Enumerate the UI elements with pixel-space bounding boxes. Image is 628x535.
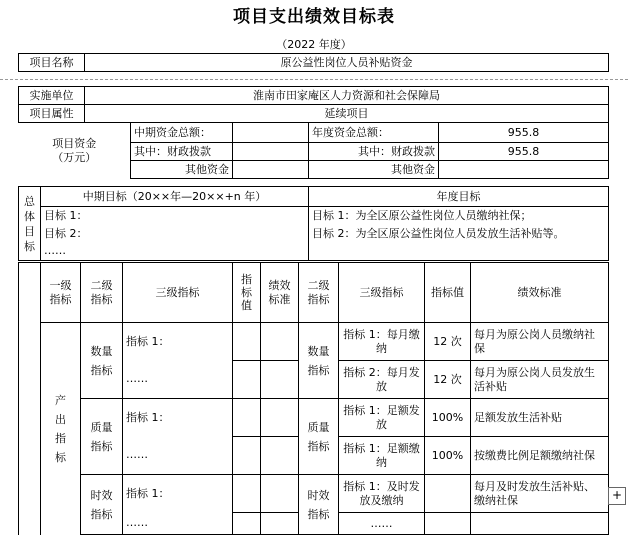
year-other-label: 其他资金 xyxy=(309,161,439,179)
left-standard-cell xyxy=(261,437,299,475)
left-standard-cell xyxy=(261,399,299,437)
group-quality-left: 质量 指标 xyxy=(81,399,123,475)
unit-value: 淮南市田家庵区人力资源和社会保障局 xyxy=(85,87,609,105)
left-ind-more: …… xyxy=(123,513,233,535)
funds-label: 项目资金 （万元） xyxy=(19,123,131,179)
left-value-cell xyxy=(233,513,261,535)
quality-value-1: 100% xyxy=(425,399,471,437)
quantity-ind-2: 指标 2：每月发放 xyxy=(339,361,425,399)
quality-ind-1: 指标 1：足额发放 xyxy=(339,399,425,437)
left-value-cell xyxy=(233,475,261,513)
plus-icon[interactable]: + xyxy=(608,487,626,505)
mid-other-label: 其他资金 xyxy=(131,161,233,179)
time-value-2 xyxy=(425,513,471,535)
overall-goals-label: 总 体 目 标 xyxy=(19,187,41,261)
attr-value: 延续项目 xyxy=(85,105,609,123)
left-standard-cell xyxy=(261,323,299,361)
output-indicator-label: 产 出 指 标 xyxy=(41,323,81,535)
mid-goal-more: …… xyxy=(41,243,309,261)
header-level1: 一级 指标 xyxy=(41,263,81,323)
left-value-cell xyxy=(233,437,261,475)
group-time-left: 时效 指标 xyxy=(81,475,123,535)
quantity-value-2: 12 次 xyxy=(425,361,471,399)
quality-standard-1: 足额发放生活补贴 xyxy=(471,399,609,437)
group-quality-right: 质量 指标 xyxy=(299,399,339,475)
left-standard-cell xyxy=(261,475,299,513)
left-standard-cell xyxy=(261,361,299,399)
quantity-standard-1: 每月为原公岗人员缴纳社保 xyxy=(471,323,609,361)
group-quantity-left: 数量 指标 xyxy=(81,323,123,399)
quantity-standard-2: 每月为原公岗人员发放生活补贴 xyxy=(471,361,609,399)
year-total-value: 955.8 xyxy=(439,123,609,143)
year-fiscal-value: 955.8 xyxy=(439,143,609,161)
mid-fiscal-label: 其中：财政拨款 xyxy=(131,143,233,161)
year-other-value xyxy=(439,161,609,179)
goals-table xyxy=(18,186,609,261)
year-goal-more xyxy=(309,243,609,261)
year-fiscal-label: 其中：财政拨款 xyxy=(309,143,439,161)
time-ind-1: 指标 1：及时发放及缴纳 xyxy=(339,475,425,513)
indicator-side-blank xyxy=(19,263,41,535)
time-standard-1: 每月及时发放生活补贴、缴纳社保 xyxy=(471,475,609,513)
page-break-line xyxy=(0,79,628,80)
left-ind-more: …… xyxy=(123,437,233,475)
year-goal-1: 目标 1：为全区原公益性岗位人员缴纳社保； xyxy=(309,207,609,225)
mid-total-value xyxy=(233,123,309,143)
left-ind-placeholder: 指标 1： xyxy=(123,323,233,361)
group-quantity-right: 数量 指标 xyxy=(299,323,339,399)
project-name-label: 项目名称 xyxy=(19,54,85,72)
quality-standard-2: 按缴费比例足额缴纳社保 xyxy=(471,437,609,475)
project-info-table xyxy=(18,86,609,179)
time-standard-2 xyxy=(471,513,609,535)
quality-ind-2: 指标 1：足额缴纳 xyxy=(339,437,425,475)
left-standard-cell xyxy=(261,513,299,535)
page-title: 项目支出绩效目标表 xyxy=(233,7,395,27)
header-value-right: 指标值 xyxy=(425,263,471,323)
quality-value-2: 100% xyxy=(425,437,471,475)
mid-goal-2: 目标 2： xyxy=(41,225,309,243)
left-ind-more: …… xyxy=(123,361,233,399)
quantity-value-1: 12 次 xyxy=(425,323,471,361)
header-level3: 三级指标 xyxy=(123,263,233,323)
year-total-label: 年度资金总额： xyxy=(309,123,439,143)
project-name-table xyxy=(18,53,609,72)
header-level2: 二级 指标 xyxy=(81,263,123,323)
header-level3-right: 三级指标 xyxy=(339,263,425,323)
left-ind-placeholder: 指标 1： xyxy=(123,475,233,513)
project-name-value: 原公益性岗位人员补贴资金 xyxy=(85,54,609,72)
mid-goal-1: 目标 1： xyxy=(41,207,309,225)
attr-label: 项目属性 xyxy=(19,105,85,123)
left-ind-placeholder: 指标 1： xyxy=(123,399,233,437)
left-value-cell xyxy=(233,361,261,399)
left-value-cell xyxy=(233,323,261,361)
header-standard: 绩效 标准 xyxy=(261,263,299,323)
mid-other-value xyxy=(233,161,309,179)
mid-goal-header: 中期目标（20××年—20××+n 年） xyxy=(41,187,309,207)
group-time-right: 时效 指标 xyxy=(299,475,339,535)
year-goal-header: 年度目标 xyxy=(309,187,609,207)
header-value: 指 标 值 xyxy=(233,263,261,323)
time-ind-2: …… xyxy=(339,513,425,535)
fiscal-year: （2022 年度） xyxy=(276,38,352,51)
header-standard-right: 绩效标准 xyxy=(471,263,609,323)
mid-fiscal-value xyxy=(233,143,309,161)
quantity-ind-1: 指标 1：每月缴纳 xyxy=(339,323,425,361)
mid-total-label: 中期资金总额： xyxy=(131,123,233,143)
left-value-cell xyxy=(233,399,261,437)
header-level2-right: 二级 指标 xyxy=(299,263,339,323)
year-goal-2: 目标 2：为全区原公益性岗位人员发放生活补贴等。 xyxy=(309,225,609,243)
unit-label: 实施单位 xyxy=(19,87,85,105)
indicators-table xyxy=(18,262,609,535)
time-value-1 xyxy=(425,475,471,513)
